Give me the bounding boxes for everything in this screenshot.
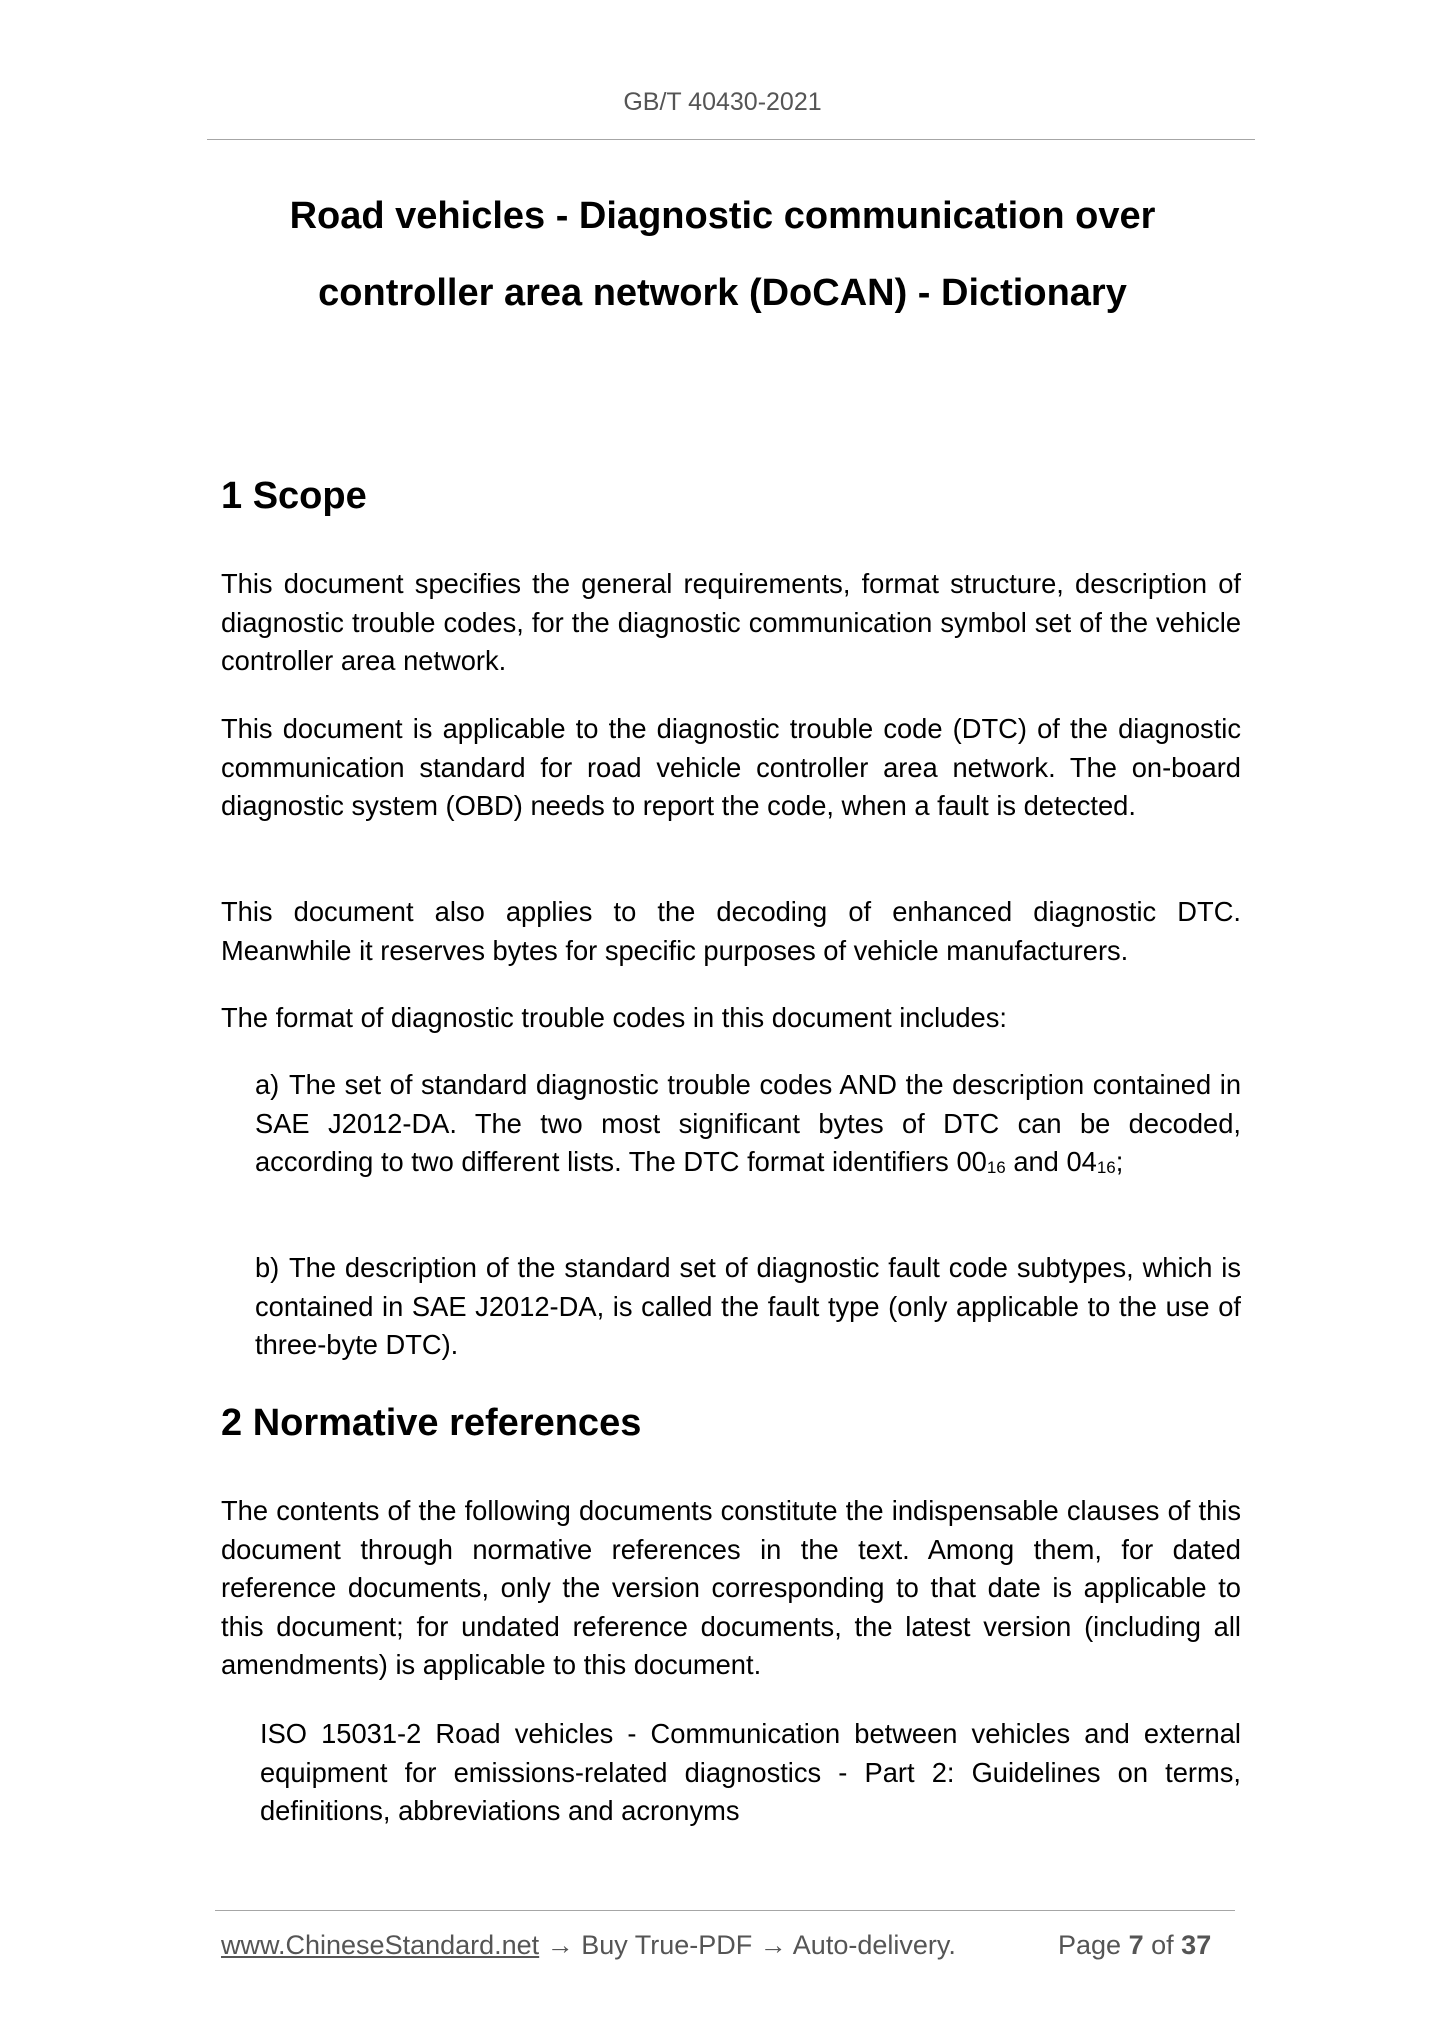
footer-divider (215, 1910, 1235, 1911)
list-item-b (255, 1249, 1241, 1365)
page-indicator (1058, 1930, 1211, 1961)
document-title (0, 178, 1445, 332)
list-marker-a: a) (255, 1069, 280, 1100)
list-item-a: a) The set of standard diagnostic trouble codes AND the description contained in SAE J2012-DA. The two most significant bytes of DTC can be decoded, according to two different lists. The DTC format identifiers $00_{16}$ and $04_{16}$; (255, 1066, 1241, 1182)
arrow-right-icon: → (546, 1930, 574, 1960)
footer-promo (221, 1930, 956, 1961)
header-standard-code: GB/T 40430-2021 (623, 88, 822, 116)
scope-paragraph-2: This document is applicable to the diagnostic trouble code (DTC) of the diagnostic communication standard for road vehicle controller area network. The on-board diagnostic system (OBD) needs to report the code, when a fault is detected. (221, 713, 1241, 821)
buy-pdf-text: Buy True-PDF (581, 1930, 753, 1960)
list-item-a-text: The set of standard diagnostic trouble codes AND the description contained in SAE J2012-DA. The two most significant bytes of DTC can be decoded, according to two different lists. The DTC format identifiers (255, 1069, 1241, 1177)
auto-delivery-text: Auto-delivery. (792, 1930, 956, 1960)
scope-paragraph-3: This document also applies to the decoding of enhanced diagnostic DTC. Meanwhile it reserves bytes for specific purposes of vehicle manufacturers. (221, 896, 1241, 966)
title-line-2: controller area network (DoCAN) - Dictionary (318, 272, 1127, 314)
arrow-right-icon: → (759, 1930, 787, 1960)
scope-paragraph-1: This document specifies the general requirements, format structure, description of diagnostic trouble codes, for the diagnostic communication symbol set of the vehicle controller area network. (221, 568, 1241, 676)
header-divider (207, 139, 1255, 140)
list-item-b-text: The description of the standard set of diagnostic fault code subtypes, which is contained in SAE J2012-DA, is called the fault type (only applicable to the use of three-byte DTC). (255, 1252, 1241, 1360)
page-total: 37 (1181, 1930, 1212, 1960)
page-label: Page (1058, 1930, 1122, 1960)
website-link[interactable]: www.ChineseStandard.net (221, 1930, 540, 1960)
section-2-heading: 2 Normative references (221, 1402, 642, 1444)
format-id-1: $00_{16}$ (956, 1146, 1006, 1177)
section-1-heading: 1 Scope (221, 475, 367, 517)
title-line-1: Road vehicles - Diagnostic communication over (289, 195, 1156, 237)
of-label: of (1151, 1930, 1174, 1960)
page-number: 7 (1128, 1930, 1144, 1960)
normative-paragraph: The contents of the following documents constitute the indispensable clauses of this document through normative references in the text. Among them, for dated reference documents, only the version corresponding to that date is applicable to this document; for undated reference documents, the latest version (including all amendments) is applicable to this document. (221, 1495, 1241, 1680)
scope-paragraph-4: The format of diagnostic trouble codes in this document includes: (221, 1002, 1007, 1033)
reference-iso-15031-2: ISO 15031-2 Road vehicles - Communication between vehicles and external equipment for emissions-related diagnostics - Part 2: Guidelines on terms, definitions, abbreviations and acronyms (260, 1718, 1241, 1826)
list-marker-b: b) (255, 1252, 280, 1283)
format-id-2: $04_{16}$ (1066, 1146, 1116, 1177)
